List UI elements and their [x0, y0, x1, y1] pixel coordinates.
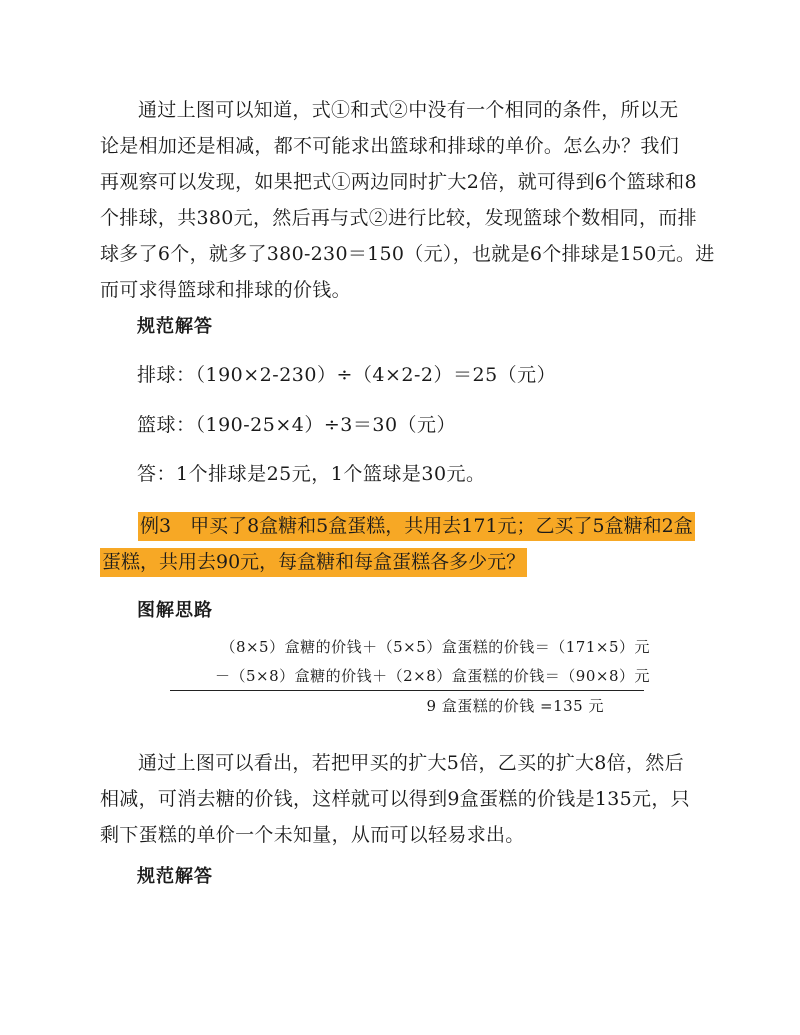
text-line: 论是相加还是相减，都不可能求出篮球和排球的单价。怎么办？我们 — [100, 135, 680, 157]
text-line: 个排球，共380元，然后再与式②进行比较，发现篮球个数相同，而排 — [100, 207, 697, 229]
paragraph-explanation — [100, 745, 704, 853]
text-line: 而可求得篮球和排球的价钱。 — [100, 279, 351, 301]
section-heading-solution-2: 规范解答 — [137, 866, 213, 887]
text-line: 球多了6个，就多了380-230＝150（元），也就是6个排球是150元。进 — [100, 243, 715, 265]
text-line: 再观察可以发现，如果把式①两边同时扩大2倍，就可得到6个篮球和8 — [100, 171, 697, 193]
equation-row-2: －（5×8）盒糖的价钱＋（2×8）盒蛋糕的价钱＝（90×8）元 — [214, 667, 650, 685]
section-heading-diagram: 图解思路 — [137, 600, 213, 621]
text-line: 相减，可消去糖的价钱，这样就可以得到9盒蛋糕的价钱是135元，只 — [100, 788, 690, 810]
solution-volleyball: 排球：（190×2-230）÷（4×2-2）＝25（元） — [137, 364, 557, 386]
equation-row-1: （8×5）盒糖的价钱＋（5×5）盒蛋糕的价钱＝（171×5）元 — [220, 638, 650, 656]
subtraction-line — [170, 690, 644, 691]
text-line: 通过上图可以看出，若把甲买的扩大5倍，乙买的扩大8倍，然后 — [138, 752, 684, 774]
text-line: 通过上图可以知道，式①和式②中没有一个相同的条件，所以无 — [138, 99, 679, 121]
example-3-problem — [100, 508, 695, 580]
equation-result: 9 盒蛋糕的价钱 =135 元 — [426, 697, 604, 715]
section-heading-solution: 规范解答 — [137, 316, 213, 337]
highlighted-text: 例3 甲买了8盒糖和5盒蛋糕，共用去171元；乙买了5盒糖和2盒 — [138, 512, 695, 541]
equation-diagram — [170, 632, 650, 717]
highlighted-text: 蛋糕，共用去90元，每盒糖和每盒蛋糕各多少元？ — [100, 548, 527, 577]
paragraph-analysis — [100, 92, 715, 308]
solution-basketball: 篮球：（190-25×4）÷3＝30（元） — [137, 414, 457, 436]
solution-answer: 答：1个排球是25元，1个篮球是30元。 — [137, 463, 486, 485]
text-line: 剩下蛋糕的单价一个未知量，从而可以轻易求出。 — [100, 824, 525, 846]
